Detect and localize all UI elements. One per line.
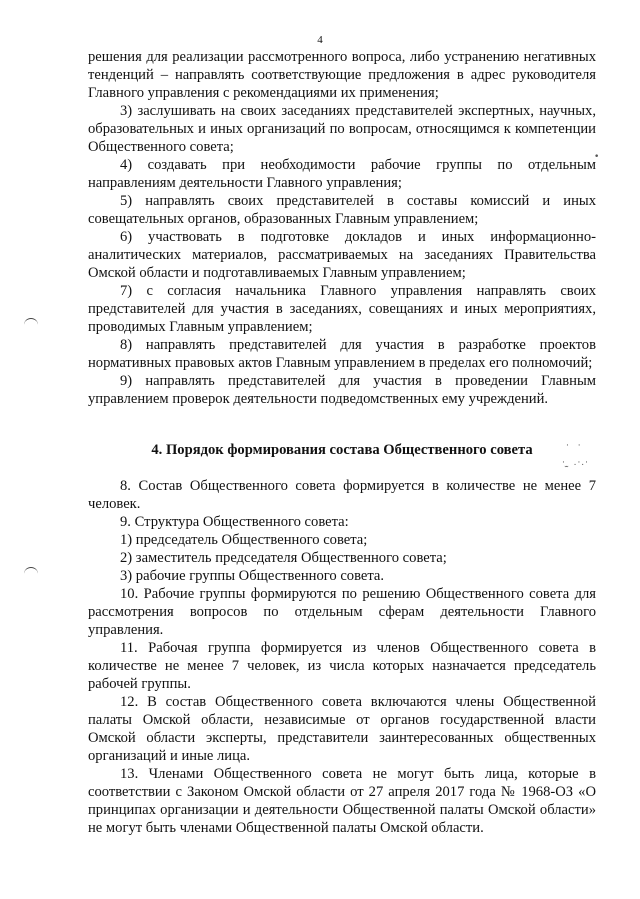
paragraph: 9. Структура Общественного совета: bbox=[120, 514, 349, 530]
paragraph: 8. Состав Общественного совета формируется в количестве не менее 7 человек. bbox=[88, 478, 596, 512]
body-text-top bbox=[88, 48, 596, 408]
paragraph: 5) направлять своих представителей в составы комиссий и иных совещательных органов, образованных Главным управлением; bbox=[88, 193, 596, 227]
paragraph: 6) участвовать в подготовке докладов и иных информационно-аналитических материалов, рассматриваемых на заседаниях Правительства Омской области и подготавливаемых Главным управлением; bbox=[88, 229, 596, 281]
paragraph: 7) с согласия начальника Главного управления направлять своих представителей для участия в заседаниях, совещаниях и иных мероприятиях, проводимых Главным управлением; bbox=[88, 283, 596, 335]
paragraph: 4) создавать при необходимости рабочие группы по отдельным направлениям деятельности Главного управления; bbox=[88, 157, 596, 191]
page-number: 4 bbox=[317, 34, 323, 46]
paragraph: 8) направлять представителей для участия в разработке проектов нормативных правовых актов Главным управлением в пределах его полномочий; bbox=[88, 337, 596, 371]
paragraph: 11. Рабочая группа формируется из членов Общественного совета в количестве не менее 7 человек, из числа которых назначается председатель рабочей группы. bbox=[88, 640, 596, 692]
body-text-bottom bbox=[88, 477, 596, 837]
scan-artifact-dots: · ̫ .·.· bbox=[562, 458, 590, 468]
paragraph: решения для реализации рассмотренного вопроса, либо устранению негативных тенденций – направлять соответствующие предложения в адрес руководителя Главного управления с рекомендациями их применения; bbox=[88, 49, 596, 101]
paragraph: 1) председатель Общественного совета; bbox=[120, 532, 368, 548]
paragraph: 3) заслушивать на своих заседаниях представителей экспертных, научных, образовательных и иных организаций по вопросам, относящимся к компетенции Общественного совета; bbox=[88, 103, 596, 155]
paragraph: 13. Членами Общественного совета не могут быть лица, которые в соответствии с Законом Омской области от 27 апреля 2017 года № 1968-ОЗ «О принципах организации и деятельности Общественной палаты Омской области» не могут быть членами Общественной палаты Омской области. bbox=[88, 766, 596, 836]
section-heading: 4. Порядок формирования состава Общественного совета bbox=[151, 442, 533, 458]
binding-hole-mark bbox=[24, 318, 38, 325]
binding-hole-mark bbox=[24, 567, 38, 574]
paragraph: 12. В состав Общественного совета включаются члены Общественной палаты Омской области, независимые от органов государственной власти Омской области эксперты, представители заинтересованных общественных организаций и иные лица. bbox=[88, 694, 596, 764]
scan-artifact-dots: · · bbox=[566, 441, 584, 451]
paragraph: 9) направлять представителей для участия в проведении Главным управлением проверок деятельности подведомственных ему учреждений. bbox=[88, 373, 596, 407]
scan-artifact-dot: • bbox=[594, 152, 600, 162]
paragraph: 3) рабочие группы Общественного совета. bbox=[120, 568, 385, 584]
paragraph: 10. Рабочие группы формируются по решению Общественного совета для рассмотрения вопросов по отдельным сферам деятельности Главного управления. bbox=[88, 586, 596, 638]
paragraph: 2) заместитель председателя Общественного совета; bbox=[120, 550, 447, 566]
